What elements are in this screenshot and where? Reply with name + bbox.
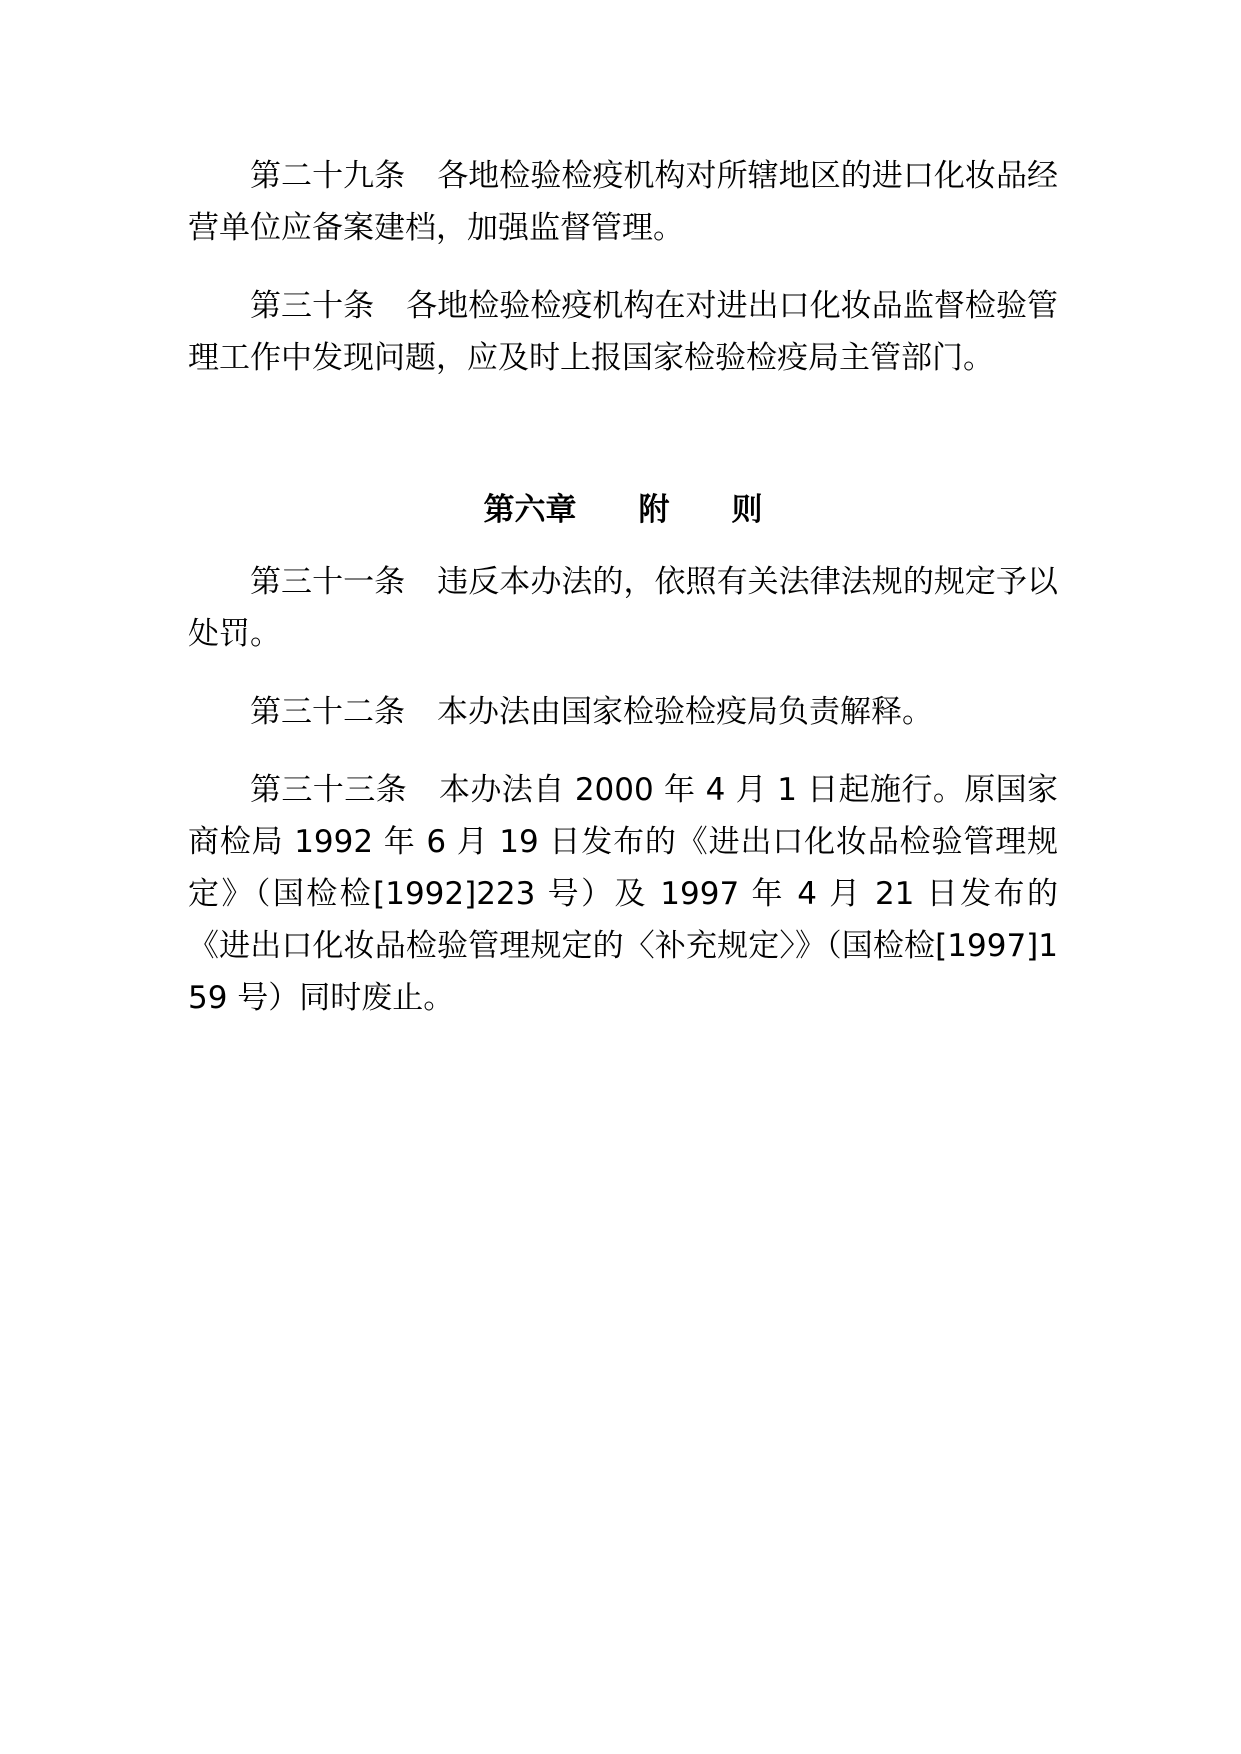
document-page — [188, 150, 1058, 1050]
article-30 — [188, 280, 1058, 384]
article-33 — [188, 764, 1058, 1024]
article-text: 各地检验检疫机构对所辖地区的进口化妆品经营单位应备案建档，加强监督管理。 — [188, 158, 1059, 246]
chapter-heading — [188, 484, 1058, 536]
article-number: 第三十条 — [250, 288, 375, 324]
article-32 — [188, 686, 1058, 738]
article-number: 第三十一条 — [250, 564, 406, 600]
article-number: 第二十九条 — [250, 158, 406, 194]
article-31 — [188, 556, 1058, 660]
chapter-title-part2: 则 — [731, 492, 763, 528]
article-text: 违反本办法的，依照有关法律法规的规定予以处罚。 — [188, 564, 1059, 652]
article-text: 各地检验检疫机构在对进出口化妆品监督检验管理工作中发现问题，应及时上报国家检验检疫局主管部门。 — [188, 288, 1059, 376]
chapter-title-part1: 附 — [638, 492, 670, 528]
chapter-number: 第六章 — [483, 492, 577, 528]
article-text: 本办法自 2000 年 4 月 1 日起施行。原国家商检局 1992 年 6 月 19 日发布的《进出口化妆品检验管理规定》（国检检[1992]223 号）及 1997 年 4 月 21 日发布的《进出口化妆品检验管理规定的〈补充规定〉》（国检检[1997]159 号）同时废止。 — [188, 772, 1059, 1016]
article-29 — [188, 150, 1058, 254]
article-number: 第三十三条 — [250, 772, 407, 808]
article-number: 第三十二条 — [250, 694, 405, 730]
article-text: 本办法由国家检验检疫局负责解释。 — [437, 694, 933, 730]
